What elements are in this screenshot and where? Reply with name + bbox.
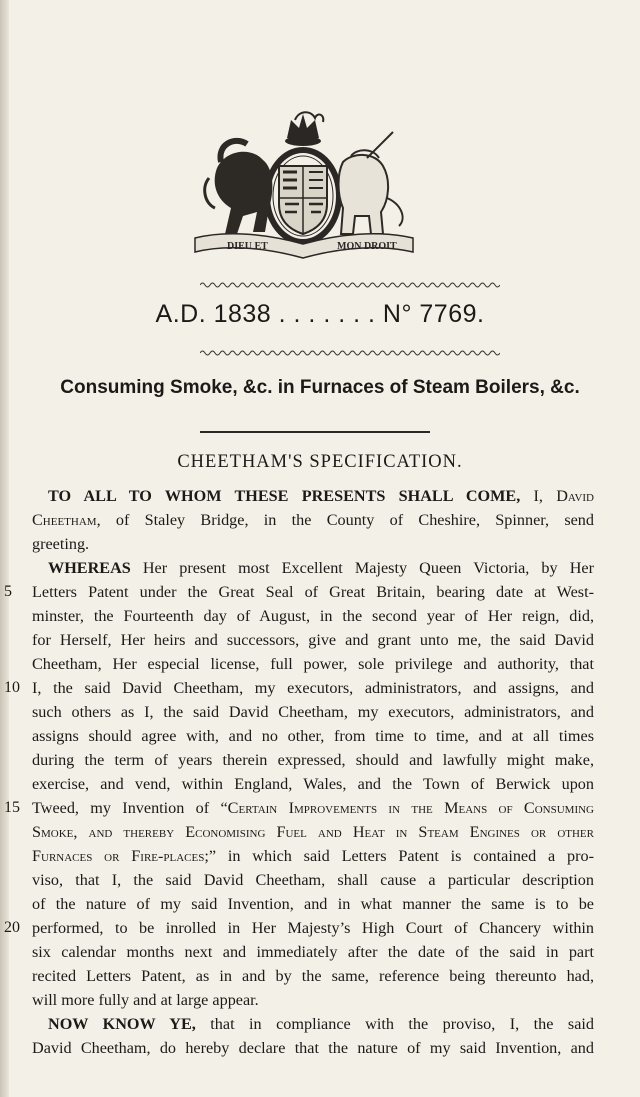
body-line: exercise, and vend, within England, Wales, and the Town of Berwick upon	[32, 775, 594, 793]
body-line: TO ALL TO WHOM THESE PRESENTS SHALL COME, I, David	[48, 487, 595, 505]
patent-date-number	[0, 300, 640, 329]
body-line: Cheetham, Her especial license, full power, sole privilege and authority, that	[32, 655, 594, 673]
body-line: minster, the Fourteenth day of August, in the second year of Her reign, did,	[32, 607, 594, 625]
line-number: 15	[4, 799, 20, 816]
body-line: during the term of years therein expressed, should and lawfully might make,	[32, 751, 594, 769]
patent-subject: Consuming Smoke, &c. in Furnaces of Steam Boilers, &c.	[60, 377, 580, 398]
body-line: recited Letters Patent, as in and by the same, reference being thereunto had,	[32, 967, 594, 985]
body-line: Smoke, and thereby Economising Fuel and Heat in Steam Engines or other	[32, 823, 594, 841]
wavy-rule-lower	[200, 349, 500, 357]
line-number: 10	[4, 679, 20, 696]
line-number: 5	[4, 583, 12, 600]
body-line: Letters Patent under the Great Seal of Great Britain, bearing date at West-	[32, 583, 594, 601]
body-line: Tweed, my Invention of “Certain Improvements in the Means of Consuming	[32, 799, 594, 817]
specification-title: CHEETHAM'S SPECIFICATION.	[177, 452, 463, 472]
body-line: six calendar months next and immediately after the date of the said in part	[32, 943, 594, 961]
body-line: Furnaces or Fire-places;” in which said Letters Patent is contained a pro-	[32, 847, 594, 865]
body-line: WHEREAS Her present most Excellent Majesty Queen Victoria, by Her	[48, 559, 594, 577]
line-number: 20	[4, 919, 20, 936]
motto-right: MON DROIT	[337, 241, 397, 252]
body-line: NOW KNOW YE, that in compliance with the proviso, I, the said	[48, 1015, 594, 1033]
royal-coat-of-arms-icon	[187, 108, 419, 260]
body-line: viso, that I, the said David Cheetham, shall cause a particular description	[32, 871, 594, 889]
body-line: Cheetham, of Staley Bridge, in the County of Cheshire, Spinner, send	[32, 511, 594, 529]
body-line: for Herself, Her heirs and successors, give and grant unto me, the said David	[32, 631, 594, 649]
body-line: performed, to be inrolled in Her Majesty’s High Court of Chancery within	[32, 919, 594, 937]
patent-year: A.D. 1838 . . . . . . .	[155, 300, 376, 328]
wavy-rule-upper	[200, 281, 500, 289]
body-line: I, the said David Cheetham, my executors, administrators, and assigns, and	[32, 679, 594, 697]
body-line: of the nature of my said Invention, and in what manner the same is to be	[32, 895, 594, 913]
body-line: such others as I, the said David Cheetham, my executors, administrators, and	[32, 703, 594, 721]
body-line: David Cheetham, do hereby declare that the nature of my said Invention, and	[32, 1039, 594, 1057]
title-divider	[200, 431, 430, 433]
body-line: will more fully and at large appear.	[32, 991, 259, 1009]
body-line: greeting.	[32, 535, 90, 553]
body-line: assigns should agree with, and no other, from time to time, and at all times	[32, 727, 594, 745]
motto-left: DIEU ET	[227, 241, 268, 252]
patent-number: N° 7769.	[382, 300, 485, 328]
